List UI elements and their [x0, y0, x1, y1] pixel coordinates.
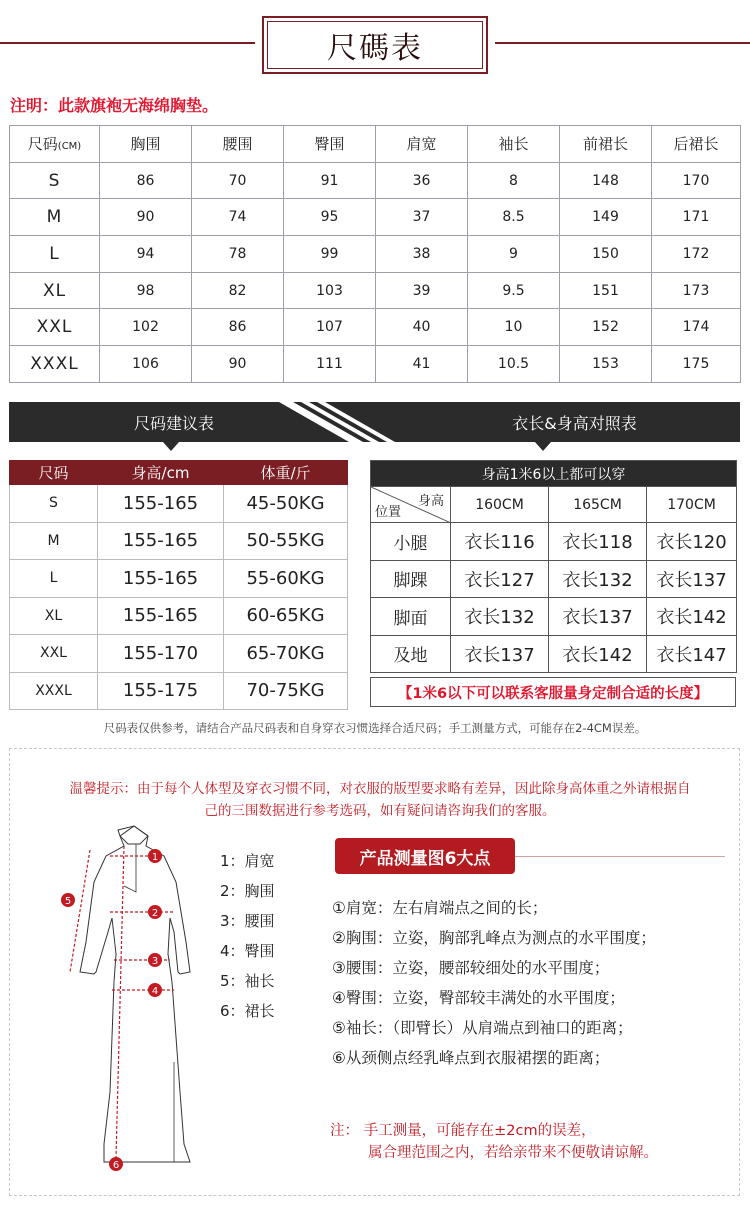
table-cell: 172	[652, 236, 741, 273]
table-row	[371, 523, 737, 561]
table-cell: 衣长137	[451, 635, 549, 673]
table-cell: 155-165	[98, 560, 224, 598]
section-banner	[9, 402, 740, 442]
table-cell: 111	[284, 346, 376, 383]
legend-item: 1：肩宽	[220, 852, 275, 870]
dress-outline	[80, 826, 190, 1162]
table-cell: 90	[192, 346, 284, 383]
length-table-subheader	[371, 487, 737, 523]
custom-length-note: 【1米6以下可以联系客服量身定制合适的长度】	[370, 677, 736, 707]
table-row	[10, 272, 741, 309]
table-cell: 70	[192, 162, 284, 199]
table-cell: 衣长132	[451, 598, 549, 636]
size-table-header-cell: 后裙长	[652, 126, 741, 163]
table-row	[10, 236, 741, 273]
measurement-points-list	[332, 893, 656, 1073]
table-cell: 155-165	[98, 485, 224, 523]
table-cell: 175	[652, 346, 741, 383]
suggestion-header-cell: 身高/cm	[98, 461, 224, 485]
table-row	[10, 597, 348, 635]
size-suggestion-table	[9, 460, 348, 710]
marker-2-icon	[148, 905, 162, 919]
table-cell: 50-55KG	[224, 522, 348, 560]
table-cell: 衣长142	[647, 598, 737, 636]
table-cell: 155-165	[98, 597, 224, 635]
table-cell: 37	[376, 199, 468, 236]
list-item: ⑤袖长：（即臂长）从肩端点到袖口的距离；	[332, 1019, 633, 1037]
list-item: ②胸围：立姿，胸部乳峰点为测点的水平围度；	[332, 929, 656, 947]
table-cell: 9.5	[468, 272, 560, 309]
length-table-header-cell: 身高1米6以上都可以穿	[371, 461, 737, 487]
banner-arrow-right-icon	[535, 442, 551, 451]
table-row	[10, 522, 348, 560]
table-cell: 151	[560, 272, 652, 309]
table-cell: 41	[376, 346, 468, 383]
table-cell: 103	[284, 272, 376, 309]
table-cell: 65-70KG	[224, 635, 348, 673]
table-cell: 45-50KG	[224, 485, 348, 523]
size-table	[9, 125, 741, 383]
table-cell: 174	[652, 309, 741, 346]
banner-left-label: 尺码建议表	[133, 413, 214, 433]
banner-stripe-decoration	[279, 402, 409, 442]
table-cell: 9	[468, 236, 560, 273]
legend-item: 4：臀围	[220, 942, 275, 960]
table-cell: 70-75KG	[224, 672, 348, 710]
title-frame	[262, 16, 488, 74]
table-cell: 小腿	[371, 523, 451, 561]
table-cell: 98	[100, 272, 192, 309]
table-cell: XL	[10, 272, 100, 309]
svg-text:1: 1	[151, 852, 159, 863]
table-cell: 170	[652, 162, 741, 199]
table-cell: 152	[560, 309, 652, 346]
svg-text:6: 6	[112, 1160, 120, 1171]
warm-tip-line: 温馨提示：由于每个人体型及穿衣习惯不同，对衣服的版型要求略有差异，因此除身高体重之外请根据自	[69, 781, 691, 797]
list-item: ④臀围：立姿，臀部较丰满处的水平围度；	[332, 989, 625, 1007]
table-cell: 155-165	[98, 522, 224, 560]
table-cell: 衣长116	[451, 523, 549, 561]
size-disclaimer: 尺码表仅供参考，请结合产品尺码表和自身穿衣习惯选择合适尺码；手工测量方式，可能存在2-4CM误差。	[103, 721, 647, 735]
height-header-cell: 165CM	[549, 487, 647, 523]
table-row	[10, 309, 741, 346]
size-table-header-cell: 肩宽	[376, 126, 468, 163]
banner-arrow-left-icon	[163, 442, 179, 451]
table-row	[371, 560, 737, 598]
corner-cell	[371, 487, 451, 523]
svg-text:4: 4	[151, 986, 159, 997]
marker-6-icon	[109, 1157, 123, 1171]
table-cell: L	[10, 236, 100, 273]
measurement-footnote	[330, 1120, 658, 1164]
table-cell: 衣长142	[549, 635, 647, 673]
size-table-header-cell	[10, 126, 100, 163]
legend-item: 3：腰围	[220, 912, 275, 930]
table-cell: 衣长147	[647, 635, 737, 673]
table-cell: 86	[192, 309, 284, 346]
title-divider-right	[495, 42, 750, 44]
warm-tip-line: 己的三围数据进行参考选码，如有疑问请咨询我们的客服。	[204, 803, 556, 819]
legend-item: 2：胸围	[220, 882, 275, 900]
table-row	[10, 199, 741, 236]
legend-item: 5：袖长	[220, 972, 275, 990]
table-cell: 91	[284, 162, 376, 199]
table-cell: 8	[468, 162, 560, 199]
table-cell: 106	[100, 346, 192, 383]
table-cell: XL	[10, 597, 98, 635]
table-cell: 及地	[371, 635, 451, 673]
measurement-title-rule	[515, 856, 725, 857]
table-row	[10, 672, 348, 710]
table-cell: 153	[560, 346, 652, 383]
table-cell: 74	[192, 199, 284, 236]
table-row	[371, 598, 737, 636]
table-cell: 脚面	[371, 598, 451, 636]
warm-tip	[20, 778, 740, 822]
table-cell: 148	[560, 162, 652, 199]
page-title: 尺碼表	[327, 31, 423, 66]
svg-text:2: 2	[151, 908, 159, 919]
table-cell: 衣长120	[647, 523, 737, 561]
table-cell: 38	[376, 236, 468, 273]
height-header-cell: 170CM	[647, 487, 737, 523]
svg-text:5: 5	[64, 896, 72, 907]
marker-4-icon	[148, 983, 162, 997]
table-cell: 40	[376, 309, 468, 346]
size-table-header-cell: 腰围	[192, 126, 284, 163]
measurement-title-badge: 产品测量图6大点	[335, 838, 515, 874]
table-cell: 149	[560, 199, 652, 236]
table-cell: 8.5	[468, 199, 560, 236]
table-cell: XXXL	[10, 346, 100, 383]
size-table-header-cell: 胸围	[100, 126, 192, 163]
table-cell: 衣长118	[549, 523, 647, 561]
suggestion-header-cell: 体重/斤	[224, 461, 348, 485]
table-cell: 衣长137	[549, 598, 647, 636]
list-item: ①肩宽：左右肩端点之间的长；	[332, 899, 548, 917]
table-cell: 脚踝	[371, 560, 451, 598]
table-cell: M	[10, 199, 100, 236]
table-cell: 155-170	[98, 635, 224, 673]
table-cell: 78	[192, 236, 284, 273]
table-row	[10, 485, 348, 523]
table-cell: 94	[100, 236, 192, 273]
footnote-line: 属合理范围之内，若给亲带来不便敬请谅解。	[368, 1145, 658, 1161]
table-cell: XXL	[10, 635, 98, 673]
table-cell: 衣长137	[647, 560, 737, 598]
table-cell: 95	[284, 199, 376, 236]
list-item: ③腰围：立姿，腰部较细处的水平围度；	[332, 959, 610, 977]
table-row	[10, 560, 348, 598]
marker-3-icon	[148, 953, 162, 967]
top-note: 注明：此款旗袍无海绵胸垫。	[10, 96, 219, 115]
table-cell: 171	[652, 199, 741, 236]
table-cell: 102	[100, 309, 192, 346]
length-height-table	[370, 460, 737, 673]
table-row	[371, 635, 737, 673]
corner-label-height: 身高	[417, 494, 444, 509]
table-cell: M	[10, 522, 98, 560]
table-cell: 10.5	[468, 346, 560, 383]
table-cell: 衣长127	[451, 560, 549, 598]
table-cell: 150	[560, 236, 652, 273]
table-row	[10, 346, 741, 383]
table-cell: 90	[100, 199, 192, 236]
table-cell: 155-175	[98, 672, 224, 710]
suggestion-table-header	[10, 461, 348, 485]
size-table-header-cell: 前裙长	[560, 126, 652, 163]
corner-label-position: 位置	[375, 505, 402, 520]
table-cell: S	[10, 485, 98, 523]
marker-1-icon	[148, 849, 162, 863]
diagram-legend	[220, 846, 275, 1026]
size-table-header-cell: 臀围	[284, 126, 376, 163]
table-cell: 60-65KG	[224, 597, 348, 635]
size-header-unit: (CM)	[57, 141, 82, 153]
table-cell: 36	[376, 162, 468, 199]
legend-item: 6：裙长	[220, 1002, 275, 1020]
banner-right-label: 衣长&身高对照表	[512, 413, 637, 433]
dress-measurement-diagram	[52, 822, 212, 1172]
table-row	[10, 635, 348, 673]
table-row	[10, 162, 741, 199]
table-cell: 99	[284, 236, 376, 273]
table-cell: 衣长132	[549, 560, 647, 598]
table-cell: S	[10, 162, 100, 199]
footnote-line: 注： 手工测量，可能存在±2cm的误差，	[330, 1123, 596, 1139]
table-cell: 55-60KG	[224, 560, 348, 598]
table-cell: 10	[468, 309, 560, 346]
table-cell: 86	[100, 162, 192, 199]
size-header-label: 尺码	[27, 135, 58, 154]
title-section	[0, 0, 750, 86]
table-cell: 173	[652, 272, 741, 309]
table-cell: XXXL	[10, 672, 98, 710]
suggestion-header-cell: 尺码	[10, 461, 98, 485]
table-cell: 39	[376, 272, 468, 309]
table-cell: 107	[284, 309, 376, 346]
height-header-cell: 160CM	[451, 487, 549, 523]
svg-text:3: 3	[151, 956, 159, 967]
list-item: ⑥从颈侧点经乳峰点到衣服裙摆的距离；	[332, 1049, 610, 1067]
table-cell: L	[10, 560, 98, 598]
size-table-header	[10, 126, 741, 163]
marker-5-icon	[61, 893, 75, 907]
table-cell: XXL	[10, 309, 100, 346]
size-table-header-cell: 袖长	[468, 126, 560, 163]
length-table-header	[371, 461, 737, 487]
title-divider-left	[0, 42, 255, 44]
table-cell: 82	[192, 272, 284, 309]
